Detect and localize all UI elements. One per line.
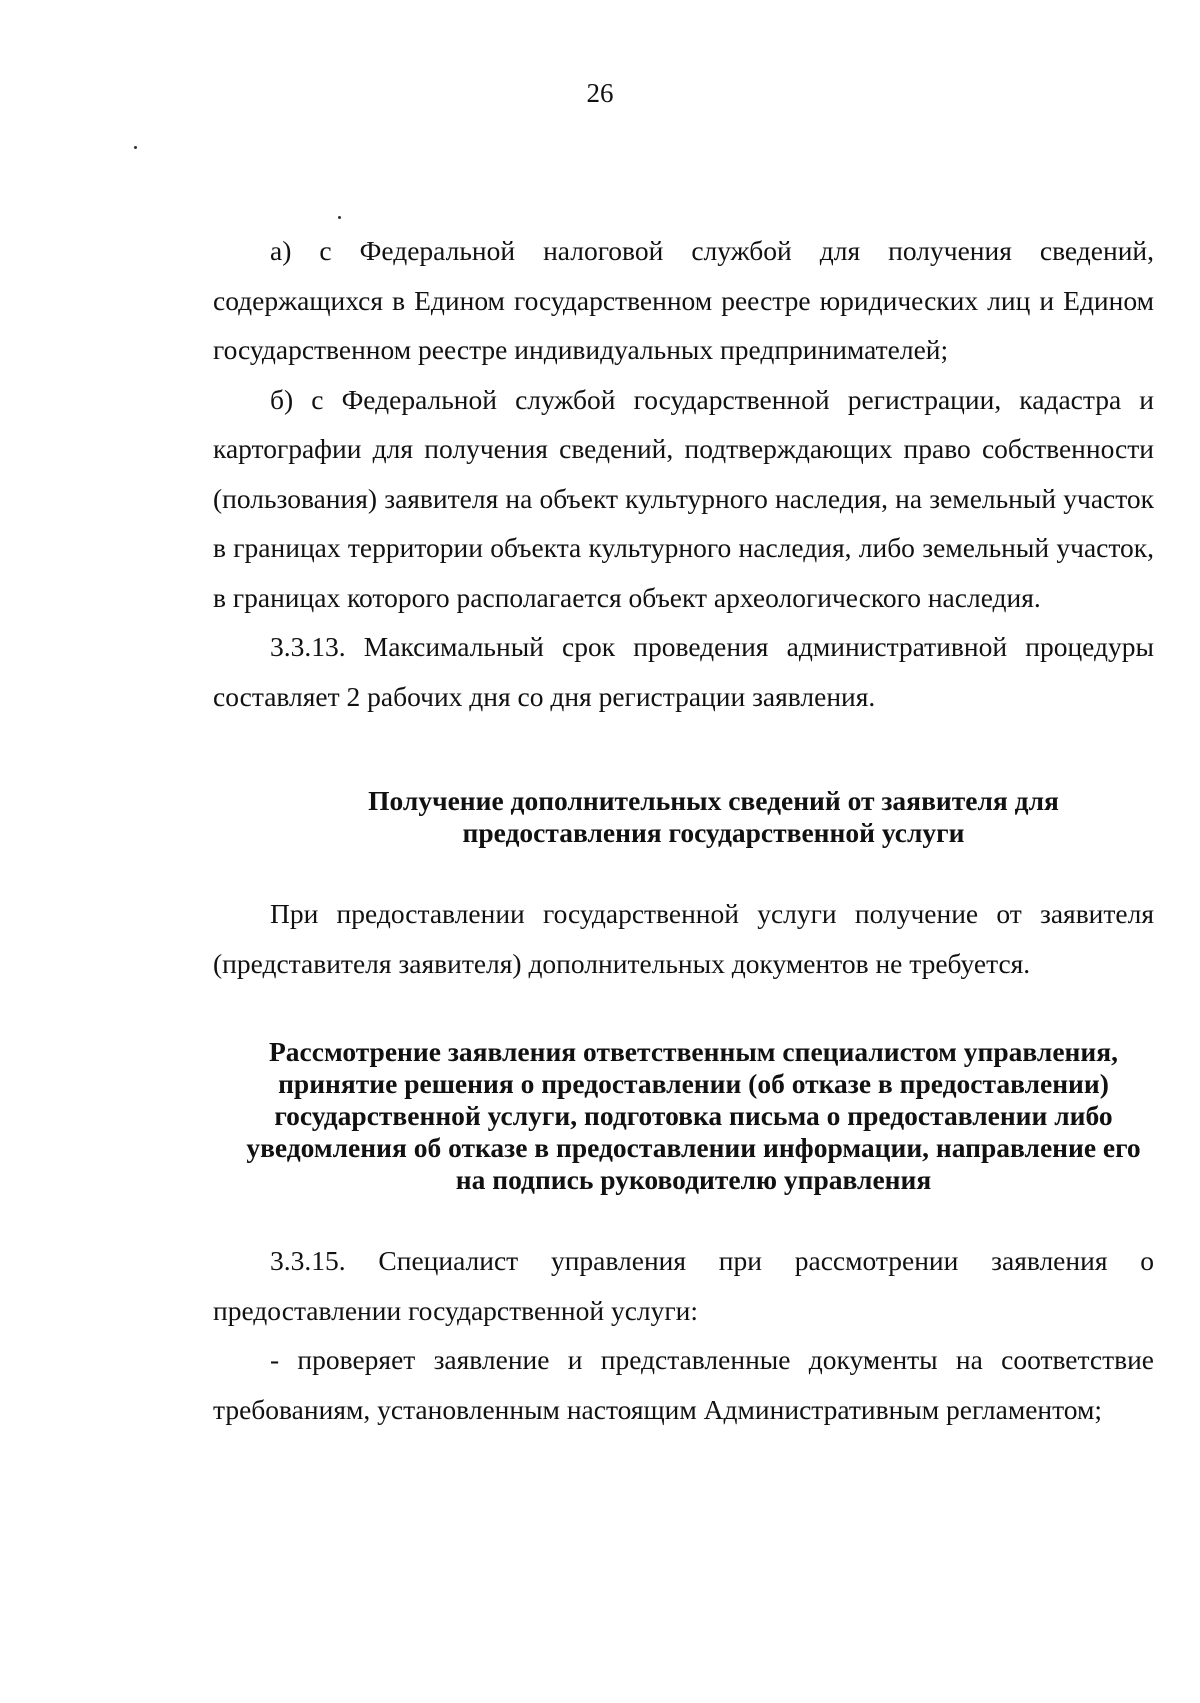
scan-speck xyxy=(134,146,137,149)
paragraph-checks-documents: - проверяет заявление и представленные документы на соответствие требованиям, установленным настоящим Административным регламентом; xyxy=(213,1344,1154,1425)
scan-speck xyxy=(338,216,341,219)
paragraph-additional-documents: При предоставлении государственной услуги получение от заявителя (представителя заявителя) дополнительных документов не требуется. xyxy=(213,898,1154,979)
section-heading-additional-info: Получение дополнительных сведений от заявителя для предоставления государственной услуги xyxy=(368,785,1059,848)
document-body xyxy=(213,226,1154,1434)
paragraph-3-3-15: 3.3.15. Специалист управления при рассмотрении заявления о предоставлении государственной услуги: xyxy=(213,1245,1154,1326)
paragraph-item-b: б) с Федеральной службой государственной регистрации, кадастра и картографии для получения сведений, подтверждающих право собственности (пользования) заявителя на объект культурного наследия, на земельный участок в границах территории объекта культурного наследия, либо земельный участок, в границах которого располагается объект археологического наследия. xyxy=(213,383,1154,613)
paragraph-3-3-13: 3.3.13. Максимальный срок проведения административной процедуры составляет 2 рабочих дня со дня регистрации заявления. xyxy=(213,631,1154,712)
page-number: 26 xyxy=(586,78,614,108)
section-heading-review: Рассмотрение заявления ответственным специалистом управления, принятие решения о предоставлении (об отказе в предоставлении) государственной услуги, подготовка письма о предоставлении либо уведомления об отказе в предоставлении информации, направление его на подпись руководителю управления xyxy=(246,1036,1141,1195)
paragraph-item-a: а) с Федеральной налоговой службой для получения сведений, содержащихся в Едином государственном реестре юридических лиц и Едином государственном реестре индивидуальных предпринимателей; xyxy=(213,235,1154,365)
